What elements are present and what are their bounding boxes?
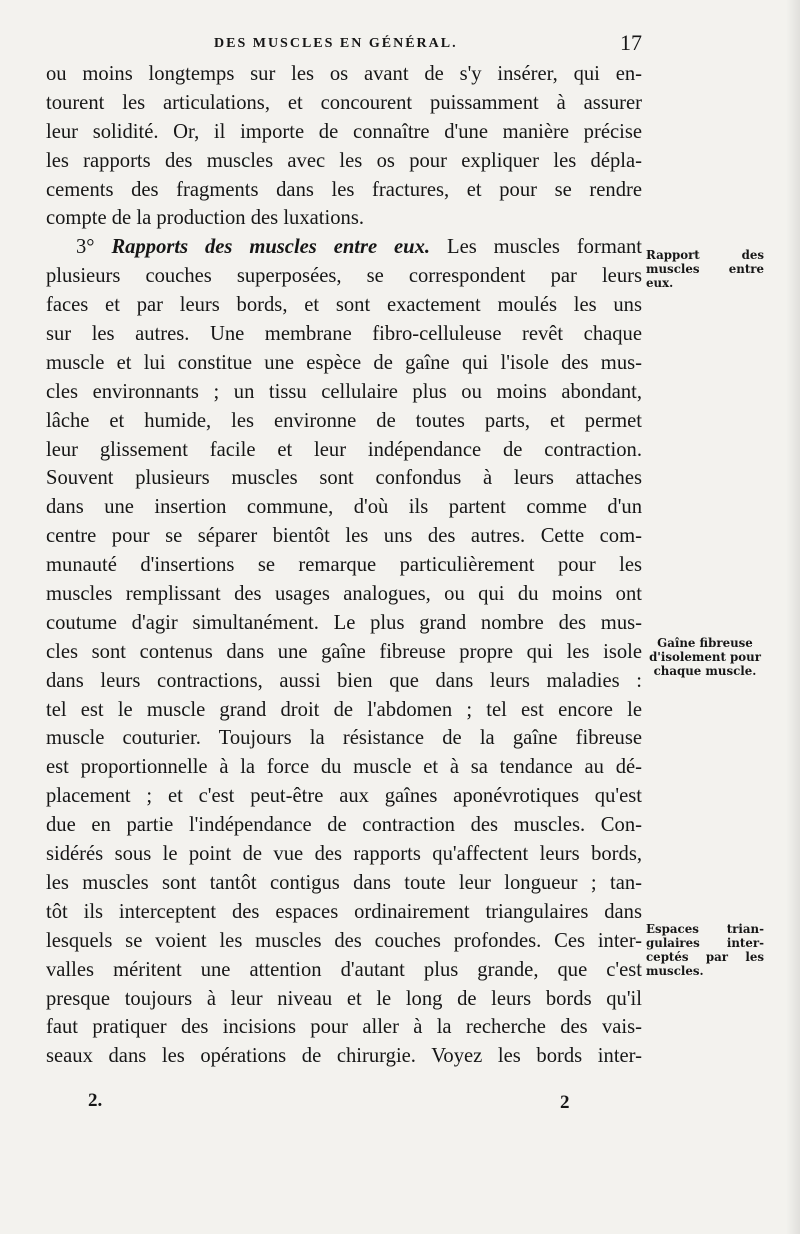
text-line: dans leurs contractions, aussi bien que dans leurs maladies :	[46, 669, 642, 692]
text-line: sidérés sous le point de vue des rapports qu'affectent leurs bords,	[46, 843, 642, 866]
text-line: est proportionnelle à la force du muscle et à sa tendance au dé-	[46, 756, 642, 779]
margin-note-rapport	[646, 248, 764, 290]
text-line: cements des fragments dans les fractures, et pour se rendre	[46, 178, 642, 201]
margin-note-line: eux.	[646, 276, 674, 290]
section-heading-line	[46, 233, 642, 262]
text-line: tourent les articulations, et concourent puissamment à assurer	[46, 91, 642, 114]
text-line: presque toujours à leur niveau et le long de leurs bords qu'il	[46, 987, 642, 1010]
text-line: muscle et lui constitue une espèce de gaîne qui l'isole des mus-	[46, 351, 642, 374]
text-line: faces et par leurs bords, et sont exactement moulés les uns	[46, 294, 642, 317]
margin-note-line: Rapport des	[646, 248, 764, 262]
text-line: les rapports des muscles avec les os pour expliquer les dépla-	[46, 149, 642, 172]
text-line: lesquels se voient les muscles des couches profondes. Ces inter-	[46, 929, 642, 952]
section-number: 3°	[76, 236, 95, 259]
text-line: tel est le muscle grand droit de l'abdomen ; tel est encore le	[46, 698, 642, 721]
text-line: sur les autres. Une membrane fibro-celluleuse revêt chaque	[46, 323, 642, 346]
text-line: cles environnants ; un tissu cellulaire plus ou moins abondant,	[46, 380, 642, 403]
section-heading-text: Les muscles formant	[446, 236, 643, 259]
text-line: munauté d'insertions se remarque particulièrement pour les	[46, 554, 642, 577]
margin-note-gaine	[646, 636, 764, 678]
signature-mark-left: 2.	[88, 1090, 103, 1111]
text-line: valles méritent une attention d'autant plus grande, que c'est	[46, 958, 642, 981]
text-line: ou moins longtemps sur les os avant de s'y insérer, qui en-	[46, 63, 642, 85]
margin-note-line: muscles.	[646, 964, 704, 978]
text-line: leur solidité. Or, il importe de connaître d'une manière précise	[46, 120, 642, 143]
text-line: Souvent plusieurs muscles sont confondus à leurs attaches	[46, 467, 642, 490]
text-line: les muscles sont tantôt contigus dans toute leur longueur ; tan-	[46, 871, 642, 894]
text-line: lâche et humide, les environne de toutes parts, et permet	[46, 409, 642, 432]
text-line: compte de la production des luxations.	[46, 207, 364, 230]
text-line: due en partie l'indépendance de contraction des muscles. Con-	[46, 814, 642, 837]
margin-note-line: d'isolement pour	[649, 650, 761, 664]
text-line: cles sont contenus dans une gaîne fibreuse propre qui les isole	[46, 640, 642, 663]
signature-mark-right: 2	[560, 1092, 570, 1113]
running-head	[46, 30, 642, 58]
text-line: faut pratiquer des incisions pour aller à la recherche des vais-	[46, 1016, 642, 1039]
margin-note-line: gulaires inter-	[646, 936, 764, 950]
signature-marks	[0, 1090, 800, 1120]
text-line: placement ; et c'est peut-être aux gaînes aponévrotiques qu'est	[46, 785, 642, 808]
text-line: muscle couturier. Toujours la résistance de la gaîne fibreuse	[46, 727, 642, 750]
margin-note-line: chaque muscle.	[653, 664, 757, 678]
margin-note-line: Gaîne fibreuse	[657, 636, 753, 650]
margin-note-line: ceptés par les	[646, 950, 764, 964]
text-line: coutume d'agir simultanément. Le plus grand nombre des mus-	[46, 611, 642, 634]
text-line: tôt ils interceptent des espaces ordinairement triangulaires dans	[46, 900, 642, 923]
margin-note-line: muscles entre	[646, 262, 764, 276]
text-line: leur glissement facile et leur indépendance de contraction.	[46, 438, 642, 461]
page-number: 17	[620, 30, 642, 55]
text-line: centre pour se séparer bientôt les uns des autres. Cette com-	[46, 525, 642, 548]
margin-note-line: Espaces trian-	[646, 922, 764, 936]
section-heading: Rapports des muscles entre eux.	[111, 236, 431, 259]
text-line: plusieurs couches superposées, se correspondent par leurs	[46, 265, 642, 288]
running-title: DES MUSCLES EN GÉNÉRAL.	[214, 36, 458, 51]
text-line: muscles remplissant des usages analogues, ou qui du moins ont	[46, 583, 642, 606]
text-line: seaux dans les opérations de chirurgie. Voyez les bords inter-	[46, 1045, 642, 1068]
body-text	[46, 60, 642, 1071]
margin-note-espaces	[646, 922, 764, 978]
text-line: dans une insertion commune, d'où ils partent comme d'un	[46, 496, 642, 519]
